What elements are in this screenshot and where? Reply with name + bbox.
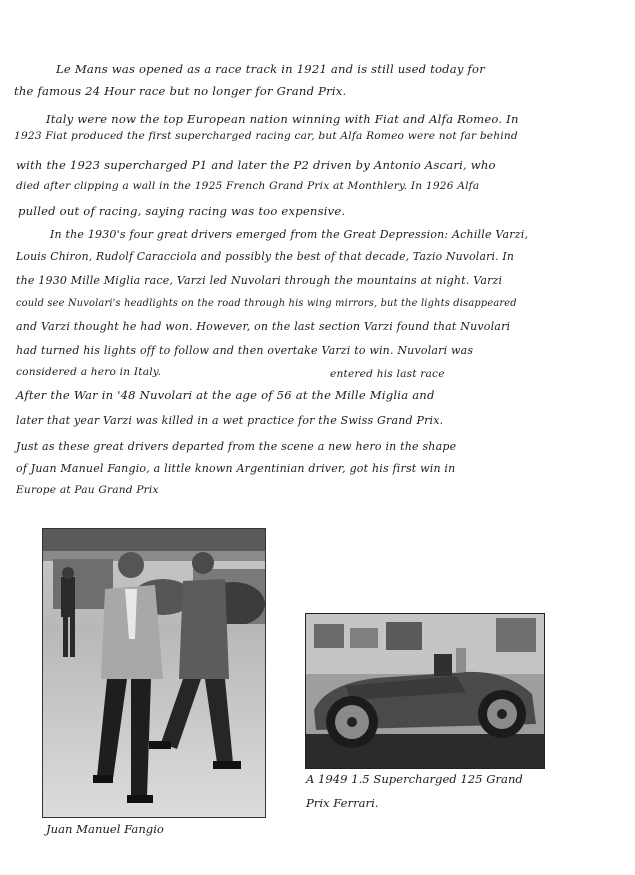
- text-line-7: pulled out of racing, saying racing was too expensive.: [18, 204, 346, 218]
- text-line-14b: entered his last race: [330, 368, 445, 380]
- text-line-10: the 1930 Mille Miglia race, Varzi led Nuvolari through the mountains at night. Varzi: [16, 274, 503, 287]
- text-line-9: Louis Chiron, Rudolf Caracciola and possibly the best of that decade, Tazio Nuvolari. In: [16, 250, 514, 263]
- text-line-5: with the 1923 supercharged P1 and later the P2 driven by Antonio Ascari, who: [16, 158, 496, 172]
- text-line-13: had turned his lights off to follow and then overtake Varzi to win. Nuvolari was: [16, 344, 474, 357]
- text-line-4: 1923 Fiat produced the first supercharged racing car, but Alfa Romeo were not far behind: [14, 130, 518, 142]
- text-line-17: Just as these great drivers departed from the scene a new hero in the shape: [16, 440, 457, 453]
- text-line-12: and Varzi thought he had won. However, on the last section Varzi found that Nuvolari: [16, 320, 511, 333]
- text-line-11: could see Nuvolari's headlights on the road through his wing mirrors, but the lights disappeared: [16, 298, 517, 309]
- text-line-3: Italy were now the top European nation winning with Fiat and Alfa Romeo. In: [46, 112, 519, 126]
- text-line-14: considered a hero in Italy.: [16, 366, 162, 378]
- ferrari-photo: [305, 613, 545, 769]
- text-line-2: the famous 24 Hour race but no longer for Grand Prix.: [14, 84, 347, 98]
- text-line-1: Le Mans was opened as a race track in 1921 and is still used today for: [56, 62, 485, 76]
- fangio-photo: [42, 528, 266, 818]
- text-line-18: of Juan Manuel Fangio, a little known Argentinian driver, got his first win in: [16, 462, 456, 475]
- text-line-16: later that year Varzi was killed in a wet practice for the Swiss Grand Prix.: [16, 414, 444, 427]
- text-line-6: died after clipping a wall in the 1925 French Grand Prix at Monthlery. In 1926 Alfa: [16, 180, 480, 192]
- text-line-8: In the 1930's four great drivers emerged from the Great Depression: Achille Varzi,: [50, 228, 529, 241]
- ferrari-photo-image: [306, 614, 544, 768]
- ferrari-caption-line-2: Prix Ferrari.: [306, 796, 379, 810]
- text-line-15: After the War in '48 Nuvolari at the age of 56 at the Mille Miglia and: [16, 388, 435, 402]
- fangio-caption: Juan Manuel Fangio: [46, 822, 164, 836]
- fangio-photo-image: [43, 529, 265, 817]
- ferrari-caption-line-1: A 1949 1.5 Supercharged 125 Grand: [306, 772, 523, 786]
- text-line-19: Europe at Pau Grand Prix: [16, 484, 159, 496]
